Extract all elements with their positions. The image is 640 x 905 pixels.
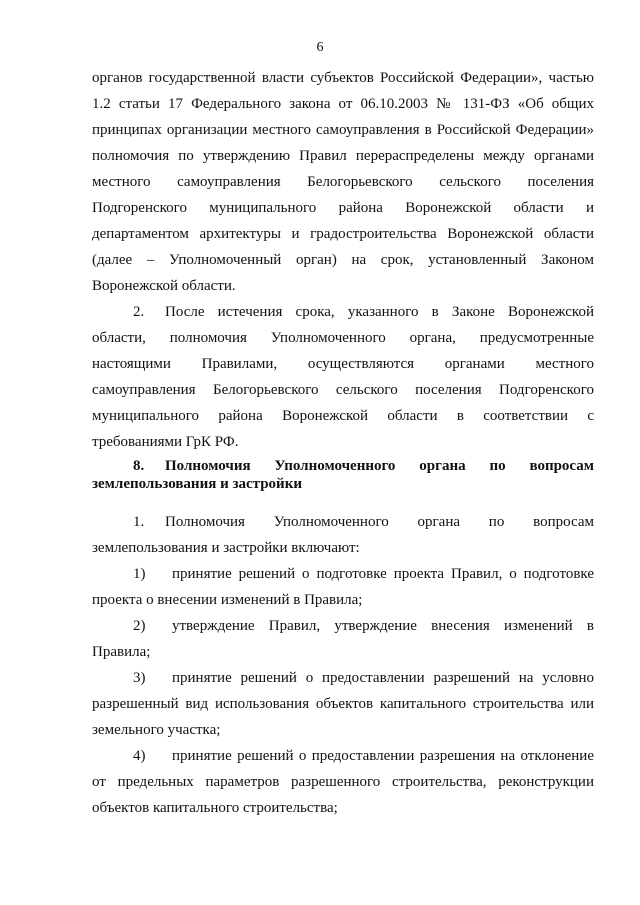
list-item-line: объектов капитального строительства; — [92, 800, 338, 816]
section-number: 8. — [133, 458, 145, 474]
paragraph-line: требованиями ГрК РФ. — [92, 434, 239, 450]
intro-line: органов государственной власти субъектов Российской Федерации», частью — [92, 70, 594, 86]
intro-line: Подгоренского муниципального района Воронежской области и — [92, 200, 594, 216]
paragraph-number: 1. — [133, 514, 145, 530]
intro-line: (далее – Уполномоченный орган) на срок, установленный Законом — [92, 252, 594, 268]
section-heading: Полномочия Уполномоченного органа по вопросам — [165, 458, 594, 474]
list-item-line: разрешенный вид использования объектов капитального строительства или — [92, 696, 594, 712]
intro-line: полномочия по утверждению Правил перераспределены между органами — [92, 148, 594, 164]
intro-line: Воронежской области. — [92, 278, 236, 294]
intro-line: принципах организации местного самоуправления в Российской Федерации» — [92, 122, 594, 138]
list-item-number: 2) — [133, 618, 146, 634]
list-item-first-line: утверждение Правил, утверждение внесения изменений в — [172, 618, 594, 634]
intro-line: 1.2 статьи 17 Федерального закона от 06.10.2003 № 131-ФЗ «Об общих — [92, 96, 594, 112]
intro-line: местного самоуправления Белогорьевского сельского поселения — [92, 174, 594, 190]
paragraph-number: 2. — [133, 304, 145, 320]
page-number: 6 — [316, 40, 324, 55]
list-item-first-line: принятие решений о предоставлении разрешения на отклонение — [172, 748, 594, 764]
paragraph-line: муниципального района Воронежской области в соответствии с — [92, 408, 594, 424]
list-item-line: Правила; — [92, 644, 151, 660]
list-item-number: 1) — [133, 566, 146, 582]
list-item-line: земельного участка; — [92, 722, 221, 738]
paragraph-line: самоуправления Белогорьевского сельского поселения Подгоренского — [92, 382, 594, 398]
list-item-line: от предельных параметров разрешенного строительства, реконструкции — [92, 774, 594, 790]
paragraph-line: области, полномочия Уполномоченного органа, предусмотренные — [92, 330, 594, 346]
paragraph-first-line: После истечения срока, указанного в Законе Воронежской — [165, 304, 594, 320]
list-item-first-line: принятие решений о предоставлении разрешений на условно — [172, 670, 594, 686]
list-item-line: проекта о внесении изменений в Правила; — [92, 592, 363, 608]
list-item-number: 4) — [133, 748, 146, 764]
paragraph-line: землепользования и застройки включают: — [92, 540, 360, 556]
paragraph-first-line: Полномочия Уполномоченного органа по вопросам — [165, 514, 594, 530]
list-item-first-line: принятие решений о подготовке проекта Правил, о подготовке — [172, 566, 594, 582]
section-heading-cont: землепользования и застройки — [92, 476, 302, 492]
list-item-number: 3) — [133, 670, 146, 686]
paragraph-line: настоящими Правилами, осуществляются органами местного — [92, 356, 594, 372]
intro-line: департаментом архитектуры и градостроительства Воронежской области — [92, 226, 594, 242]
